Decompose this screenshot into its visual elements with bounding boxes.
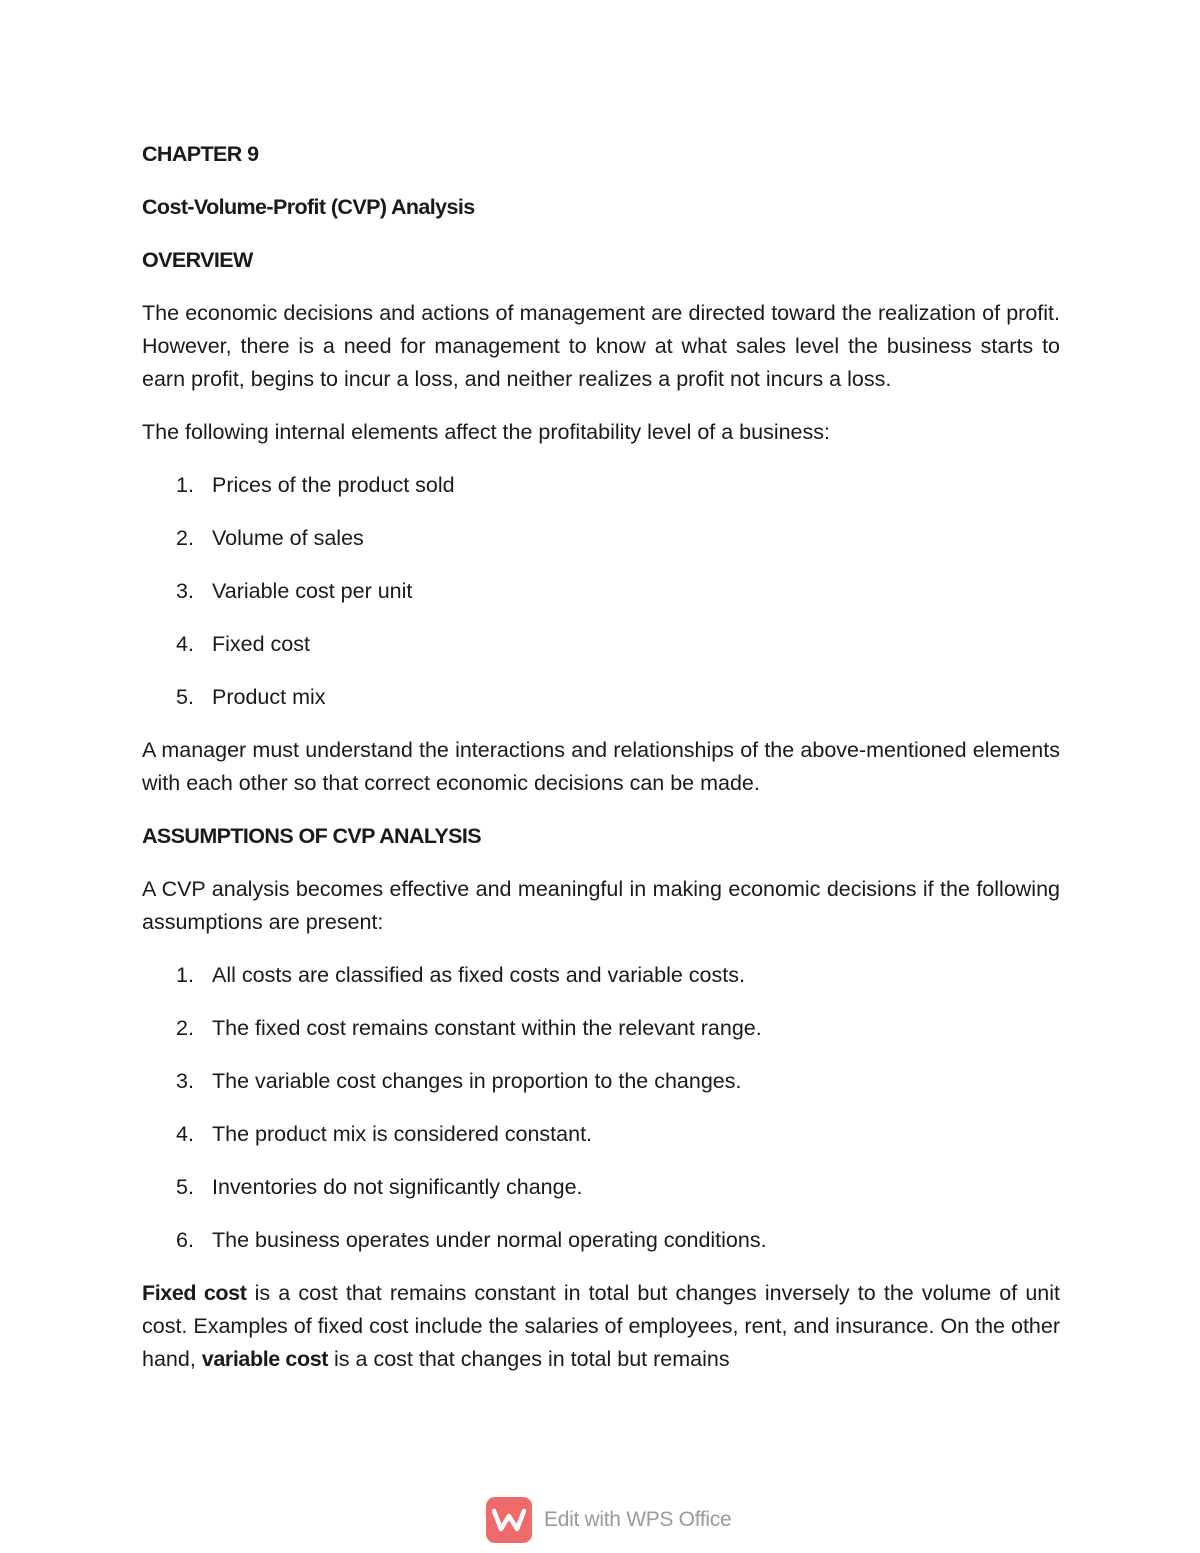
list-number: 4. xyxy=(176,632,194,656)
assumptions-heading: ASSUMPTIONS OF CVP ANALYSIS xyxy=(142,824,482,848)
edit-with-wps-banner[interactable] xyxy=(486,1497,731,1543)
cost-definitions-text-2: is a cost that changes in total but remains xyxy=(328,1347,730,1371)
list-item xyxy=(142,1224,1060,1257)
list-number: 5. xyxy=(176,685,194,709)
list-number: 6. xyxy=(176,1228,194,1252)
list-number: 5. xyxy=(176,1175,194,1199)
list-number: 3. xyxy=(176,579,194,603)
chapter-heading: CHAPTER 9 xyxy=(142,142,259,166)
document-page xyxy=(142,138,1060,1396)
list-number: 1. xyxy=(176,473,194,497)
list-item xyxy=(142,1118,1060,1151)
list-item xyxy=(142,522,1060,555)
list-number: 2. xyxy=(176,1016,194,1040)
list-item-text: The product mix is considered constant. xyxy=(212,1122,593,1146)
list-item-text: All costs are classified as fixed costs and variable costs. xyxy=(212,963,745,987)
assumptions-list xyxy=(142,959,1060,1257)
list-number: 1. xyxy=(176,963,194,987)
list-item-text: Volume of sales xyxy=(212,526,364,550)
list-item-text: The variable cost changes in proportion to the changes. xyxy=(212,1069,742,1093)
wps-w-glyph xyxy=(492,1507,526,1533)
variable-cost-term: variable cost xyxy=(201,1347,329,1371)
list-item-text: Prices of the product sold xyxy=(212,473,455,497)
list-item xyxy=(142,469,1060,502)
cost-definitions-text-1: is a cost that remains constant in total but changes inversely to the volume of unit cost. Examples of fixed cost include the salaries of employees, rent, and insurance. On the other hand, xyxy=(142,1281,1060,1371)
elements-intro: The following internal elements affect the profitability level of a business: xyxy=(142,420,830,444)
chapter-title: Cost-Volume-Profit (CVP) Analysis xyxy=(142,195,475,219)
list-number: 4. xyxy=(176,1122,194,1146)
list-item-text: Product mix xyxy=(212,685,326,709)
list-item-text: The business operates under normal operating conditions. xyxy=(212,1228,767,1252)
list-number: 2. xyxy=(176,526,194,550)
list-item xyxy=(142,1012,1060,1045)
list-number: 3. xyxy=(176,1069,194,1093)
list-item-text: Variable cost per unit xyxy=(212,579,413,603)
assumptions-intro: A CVP analysis becomes effective and meaningful in making economic decisions if the following assumptions are present: xyxy=(142,877,1060,934)
list-item xyxy=(142,628,1060,661)
list-item-text: Inventories do not significantly change. xyxy=(212,1175,583,1199)
list-item-text: The fixed cost remains constant within the relevant range. xyxy=(212,1016,762,1040)
elements-list xyxy=(142,469,1060,714)
wps-office-logo-icon[interactable] xyxy=(486,1497,532,1543)
list-item xyxy=(142,959,1060,992)
overview-paragraph: The economic decisions and actions of management are directed toward the realization of profit. However, there is a need for management to know at what sales level the business starts to earn profit, begins to incur a loss, and neither realizes a profit not incurs a loss. xyxy=(142,301,1060,391)
manager-paragraph: A manager must understand the interactions and relationships of the above-mentioned elements with each other so that correct economic decisions can be made. xyxy=(142,738,1060,795)
list-item xyxy=(142,1171,1060,1204)
overview-heading: OVERVIEW xyxy=(142,248,253,272)
list-item-text: Fixed cost xyxy=(212,632,310,656)
cost-definitions-paragraph xyxy=(142,1277,1060,1376)
list-item xyxy=(142,575,1060,608)
list-item xyxy=(142,1065,1060,1098)
fixed-cost-term: Fixed cost xyxy=(142,1281,247,1305)
edit-with-wps-label[interactable]: Edit with WPS Office xyxy=(544,1508,732,1531)
list-item xyxy=(142,681,1060,714)
